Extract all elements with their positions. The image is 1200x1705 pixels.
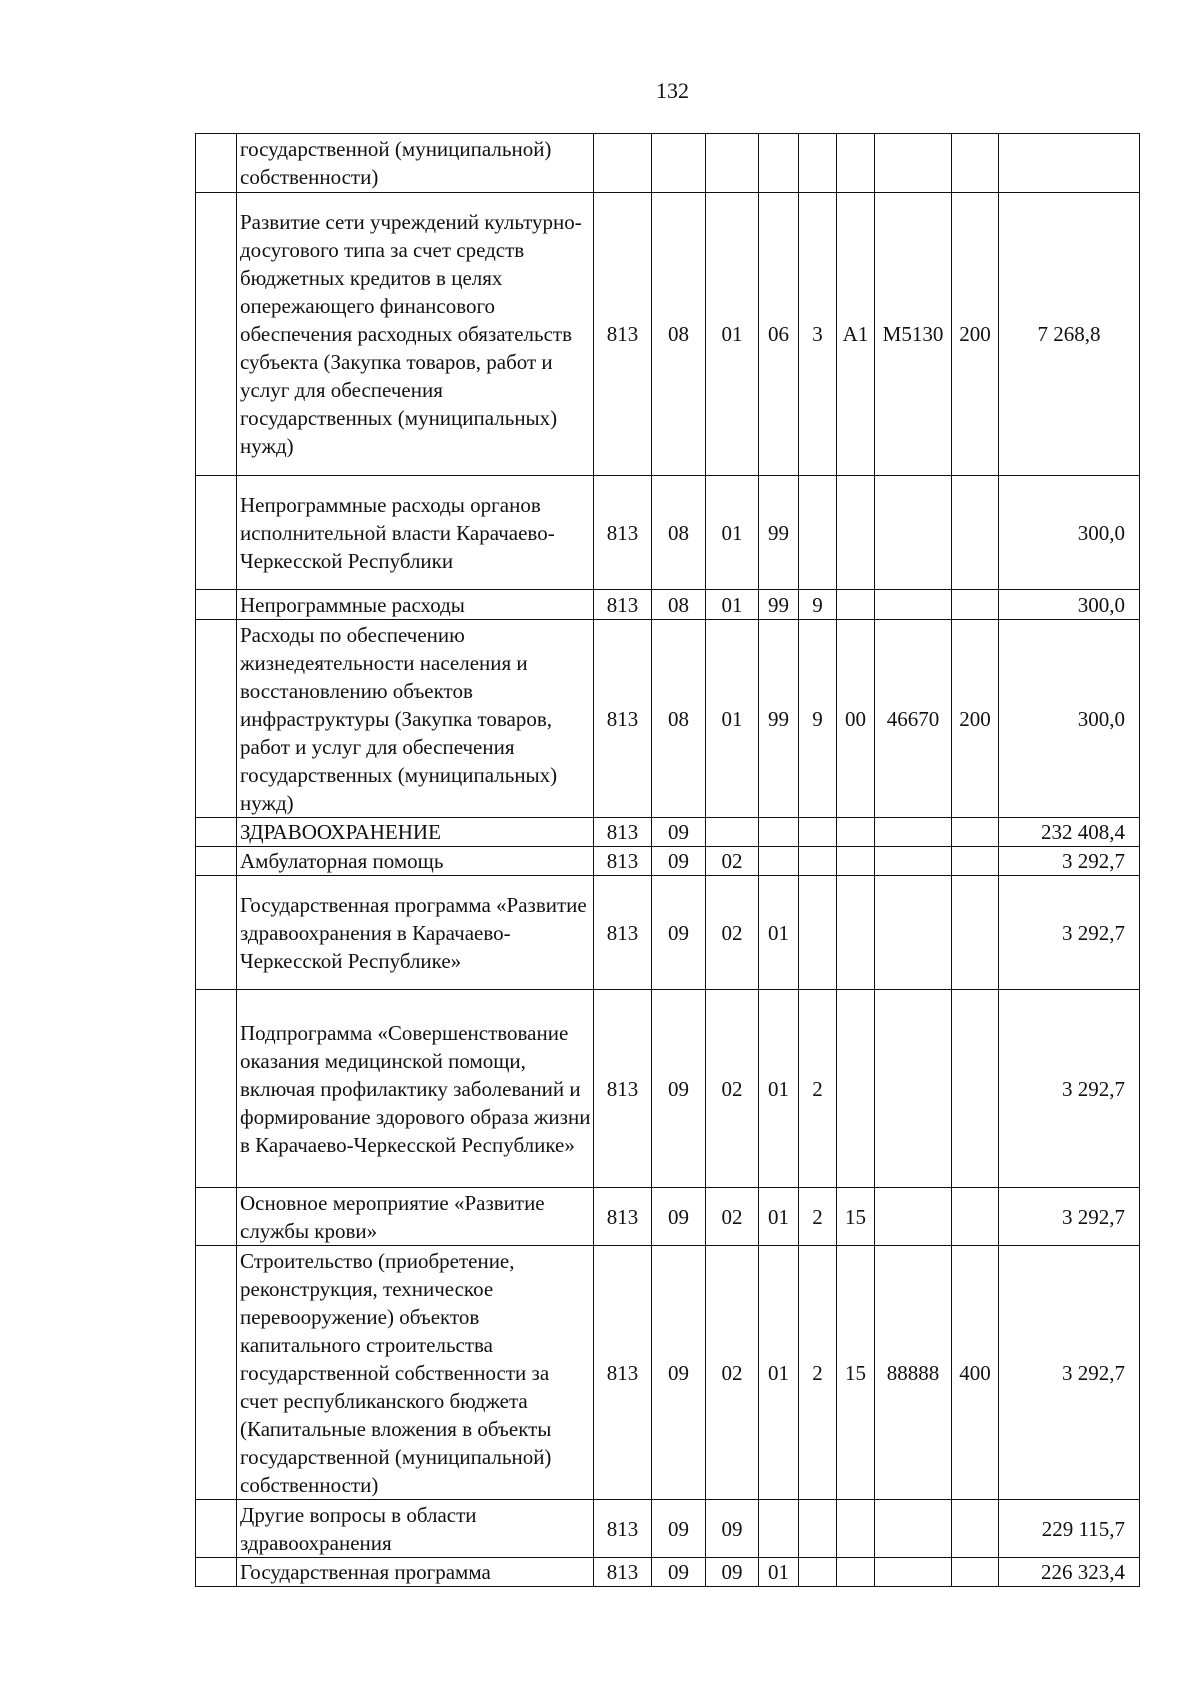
table-row [196,818,1140,847]
ministry-code-cell: 813 [594,1188,652,1246]
subsection-code-cell [706,134,759,193]
ministry-code-cell [594,134,652,193]
number-cell [196,1500,237,1558]
main-event-code-cell [837,847,875,876]
table-row [196,1558,1140,1587]
amount-cell: 300,0 [999,620,1140,818]
expense-type-code-cell [952,847,999,876]
table-row [196,193,1140,476]
expense-direction-code-cell [875,847,952,876]
ministry-code-cell: 813 [594,193,652,476]
expense-direction-code-cell [875,818,952,847]
main-event-code-cell: 15 [837,1188,875,1246]
number-cell [196,847,237,876]
section-code-cell: 09 [652,1500,706,1558]
subprogram-code-cell: 2 [799,1246,837,1500]
section-code-cell [652,134,706,193]
subprogram-code-cell [799,476,837,590]
expense-name-cell: Государственная программа [237,1558,594,1587]
section-code-cell: 08 [652,476,706,590]
subprogram-code-cell: 2 [799,990,837,1188]
number-cell [196,590,237,620]
amount-cell: 226 323,4 [999,1558,1140,1587]
table-row [196,876,1140,990]
main-event-code-cell: 00 [837,620,875,818]
program-code-cell: 01 [759,990,799,1188]
program-code-cell [759,134,799,193]
number-cell [196,1558,237,1587]
expense-type-code-cell [952,818,999,847]
expense-direction-code-cell: M5130 [875,193,952,476]
table-row [196,476,1140,590]
expense-type-code-cell [952,134,999,193]
table-row [196,1246,1140,1500]
number-cell [196,990,237,1188]
program-code-cell [759,847,799,876]
amount-cell: 3 292,7 [999,990,1140,1188]
subsection-code-cell: 02 [706,876,759,990]
expense-name-cell: Другие вопросы в области здравоохранения [237,1500,594,1558]
subprogram-code-cell [799,1500,837,1558]
subsection-code-cell: 02 [706,847,759,876]
ministry-code-cell: 813 [594,590,652,620]
ministry-code-cell: 813 [594,818,652,847]
amount-cell: 3 292,7 [999,876,1140,990]
expense-direction-code-cell [875,590,952,620]
expense-type-code-cell [952,590,999,620]
subprogram-code-cell: 9 [799,590,837,620]
amount-cell: 300,0 [999,476,1140,590]
subprogram-code-cell: 9 [799,620,837,818]
table-row [196,620,1140,818]
table-row [196,1500,1140,1558]
program-code-cell: 99 [759,620,799,818]
number-cell [196,1188,237,1246]
budget-table [195,133,1140,1587]
subsection-code-cell: 01 [706,620,759,818]
expense-direction-code-cell [875,1558,952,1587]
table-row [196,990,1140,1188]
expense-name-cell: Подпрограмма «Совершенствование оказания медицинской помощи, включая профилактику заболеваний и формирование здорового образа жизни в Карачаево-Черкесской Республике» [237,990,594,1188]
section-code-cell: 09 [652,847,706,876]
expense-direction-code-cell: 46670 [875,620,952,818]
expense-name-cell: Государственная программа «Развитие здравоохранения в Карачаево-Черкесской Республике» [237,876,594,990]
table-row [196,847,1140,876]
subsection-code-cell: 02 [706,990,759,1188]
section-code-cell: 08 [652,590,706,620]
expense-name-cell: Расходы по обеспечению жизнедеятельности населения и восстановлению объектов инфраструктуры (Закупка товаров, работ и услуг для обеспечения государственных (муниципальных) нужд) [237,620,594,818]
ministry-code-cell: 813 [594,1500,652,1558]
amount-cell: 7 268,8 [999,193,1140,476]
subsection-code-cell [706,818,759,847]
subsection-code-cell: 09 [706,1500,759,1558]
program-code-cell [759,1500,799,1558]
main-event-code-cell [837,876,875,990]
number-cell [196,1246,237,1500]
program-code-cell: 99 [759,590,799,620]
subprogram-code-cell: 2 [799,1188,837,1246]
amount-cell: 300,0 [999,590,1140,620]
main-event-code-cell [837,1558,875,1587]
subprogram-code-cell [799,847,837,876]
table-row [196,134,1140,193]
subsection-code-cell: 01 [706,476,759,590]
program-code-cell: 01 [759,1188,799,1246]
ministry-code-cell: 813 [594,1558,652,1587]
expense-name-cell: ЗДРАВООХРАНЕНИЕ [237,818,594,847]
section-code-cell: 09 [652,1558,706,1587]
number-cell [196,193,237,476]
subsection-code-cell: 09 [706,1558,759,1587]
main-event-code-cell [837,1500,875,1558]
subprogram-code-cell [799,1558,837,1587]
expense-type-code-cell: 400 [952,1246,999,1500]
expense-name-cell: Непрограммные расходы органов исполнительной власти Карачаево-Черкесской Республики [237,476,594,590]
amount-cell [999,134,1140,193]
main-event-code-cell [837,476,875,590]
expense-name-cell: Основное мероприятие «Развитие службы крови» [237,1188,594,1246]
table-row [196,1188,1140,1246]
expense-name-cell: Амбулаторная помощь [237,847,594,876]
expense-type-code-cell [952,1188,999,1246]
amount-cell: 3 292,7 [999,1188,1140,1246]
expense-direction-code-cell [875,1500,952,1558]
program-code-cell: 99 [759,476,799,590]
program-code-cell [759,818,799,847]
expense-name-cell: государственной (муниципальной) собственности) [237,134,594,193]
number-cell [196,818,237,847]
expense-direction-code-cell: 88888 [875,1246,952,1500]
expense-direction-code-cell [875,134,952,193]
ministry-code-cell: 813 [594,847,652,876]
expense-name-cell: Непрограммные расходы [237,590,594,620]
section-code-cell: 08 [652,193,706,476]
program-code-cell: 01 [759,1246,799,1500]
amount-cell: 3 292,7 [999,847,1140,876]
ministry-code-cell: 813 [594,990,652,1188]
ministry-code-cell: 813 [594,620,652,818]
amount-cell: 229 115,7 [999,1500,1140,1558]
expense-name-cell: Развитие сети учреждений культурно-досугового типа за счет средств бюджетных кредитов в целях опережающего финансового обеспечения расходных обязательств субъекта (Закупка товаров, работ и услуг для обеспечения государственных (муниципальных) нужд) [237,193,594,476]
ministry-code-cell: 813 [594,1246,652,1500]
program-code-cell: 01 [759,1558,799,1587]
page-number: 132 [656,78,689,103]
expense-type-code-cell: 200 [952,620,999,818]
expense-type-code-cell [952,1558,999,1587]
main-event-code-cell [837,590,875,620]
expense-name-cell: Строительство (приобретение, реконструкция, техническое перевооружение) объектов капитального строительства государственной собственности за счет республиканского бюджета (Капитальные вложения в объекты государственной (муниципальной) собственности) [237,1246,594,1500]
number-cell [196,476,237,590]
subprogram-code-cell: 3 [799,193,837,476]
subprogram-code-cell [799,876,837,990]
program-code-cell: 06 [759,193,799,476]
expense-direction-code-cell [875,876,952,990]
main-event-code-cell [837,134,875,193]
number-cell [196,876,237,990]
expense-direction-code-cell [875,476,952,590]
subprogram-code-cell [799,818,837,847]
section-code-cell: 08 [652,620,706,818]
main-event-code-cell: 15 [837,1246,875,1500]
subsection-code-cell: 02 [706,1188,759,1246]
number-cell [196,620,237,818]
expense-type-code-cell [952,990,999,1188]
section-code-cell: 09 [652,1246,706,1500]
amount-cell: 232 408,4 [999,818,1140,847]
section-code-cell: 09 [652,876,706,990]
expense-type-code-cell [952,476,999,590]
ministry-code-cell: 813 [594,476,652,590]
expense-type-code-cell [952,1500,999,1558]
section-code-cell: 09 [652,1188,706,1246]
expense-direction-code-cell [875,1188,952,1246]
main-event-code-cell: A1 [837,193,875,476]
expense-direction-code-cell [875,990,952,1188]
ministry-code-cell: 813 [594,876,652,990]
table-row [196,590,1140,620]
expense-type-code-cell: 200 [952,193,999,476]
main-event-code-cell [837,990,875,1188]
section-code-cell: 09 [652,818,706,847]
subsection-code-cell: 01 [706,193,759,476]
program-code-cell: 01 [759,876,799,990]
number-cell [196,134,237,193]
amount-cell: 3 292,7 [999,1246,1140,1500]
subsection-code-cell: 02 [706,1246,759,1500]
section-code-cell: 09 [652,990,706,1188]
subprogram-code-cell [799,134,837,193]
subsection-code-cell: 01 [706,590,759,620]
main-event-code-cell [837,818,875,847]
expense-type-code-cell [952,876,999,990]
